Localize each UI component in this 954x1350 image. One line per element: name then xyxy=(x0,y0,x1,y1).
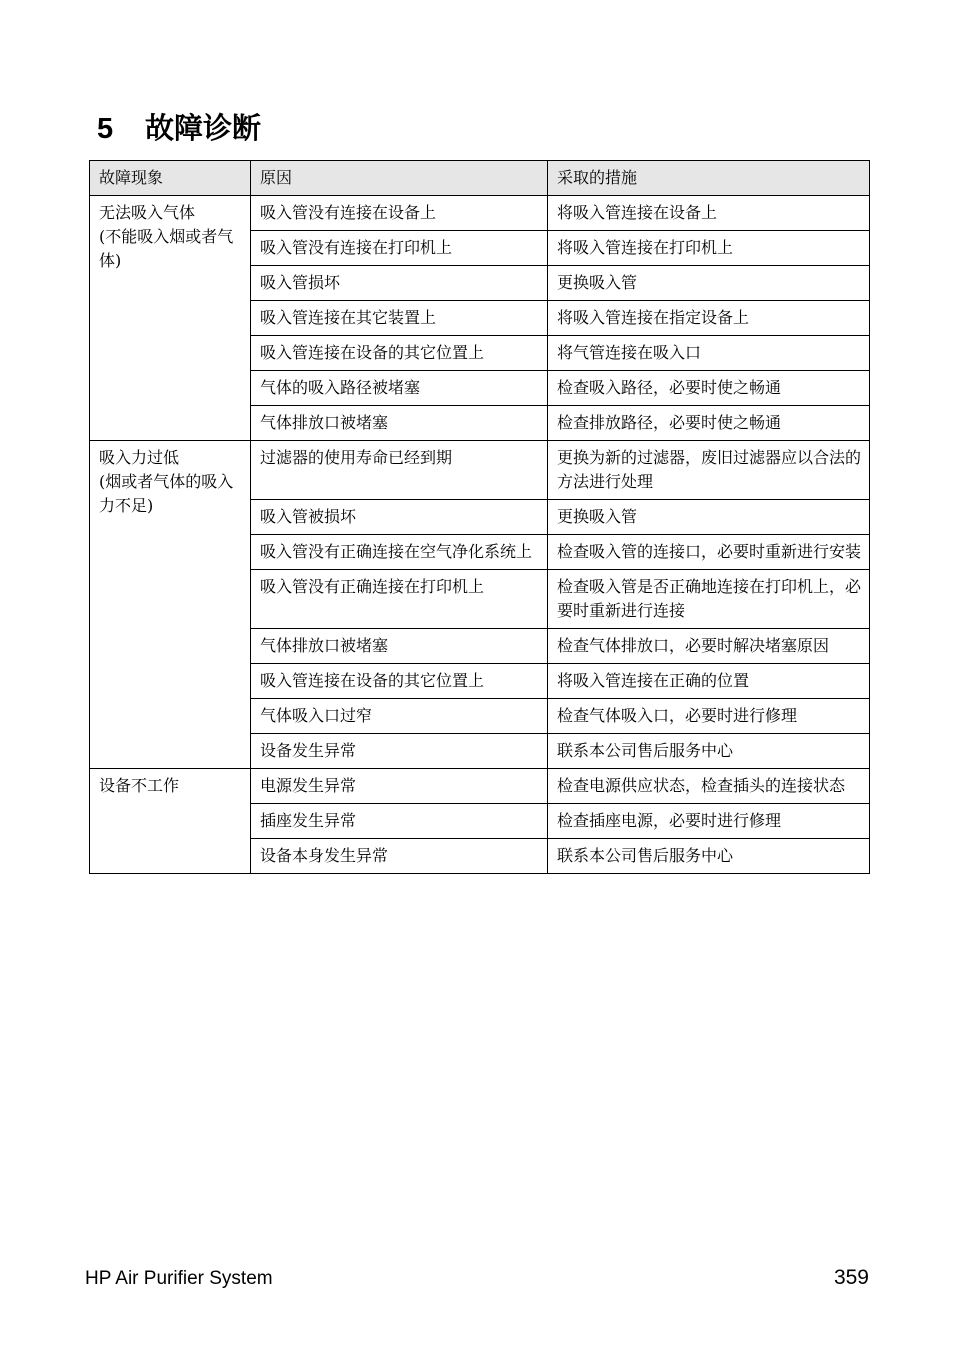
action-cell: 检查吸入路径，必要时使之畅通 xyxy=(548,371,870,406)
symptom-cell: 吸入力过低 (烟或者气体的吸入力不足) xyxy=(90,441,251,769)
column-header-cause: 原因 xyxy=(251,161,548,196)
action-cell: 检查吸入管的连接口，必要时重新进行安装 xyxy=(548,535,870,570)
cause-cell: 气体排放口被堵塞 xyxy=(251,629,548,664)
cause-cell: 吸入管损坏 xyxy=(251,266,548,301)
table-row xyxy=(90,196,870,231)
troubleshooting-table xyxy=(89,160,870,874)
cause-cell: 气体排放口被堵塞 xyxy=(251,406,548,441)
column-header-action: 采取的措施 xyxy=(548,161,870,196)
table-header-row xyxy=(90,161,870,196)
cause-cell: 过滤器的使用寿命已经到期 xyxy=(251,441,548,500)
section-number: 5 xyxy=(97,113,114,145)
table-row xyxy=(90,769,870,804)
action-cell: 更换为新的过滤器，废旧过滤器应以合法的方法进行处理 xyxy=(548,441,870,500)
action-cell: 检查气体吸入口，必要时进行修理 xyxy=(548,699,870,734)
action-cell: 检查吸入管是否正确地连接在打印机上，必要时重新进行连接 xyxy=(548,570,870,629)
action-cell: 将吸入管连接在正确的位置 xyxy=(548,664,870,699)
action-cell: 检查气体排放口，必要时解决堵塞原因 xyxy=(548,629,870,664)
footer-page-number: 359 xyxy=(833,1266,869,1289)
cause-cell: 气体的吸入路径被堵塞 xyxy=(251,371,548,406)
cause-cell: 吸入管没有正确连接在空气净化系统上 xyxy=(251,535,548,570)
action-cell: 检查排放路径，必要时使之畅通 xyxy=(548,406,870,441)
cause-cell: 吸入管被损坏 xyxy=(251,500,548,535)
action-cell: 将吸入管连接在打印机上 xyxy=(548,231,870,266)
action-cell: 将气管连接在吸入口 xyxy=(548,336,870,371)
cause-cell: 吸入管连接在设备的其它位置上 xyxy=(251,336,548,371)
action-cell: 更换吸入管 xyxy=(548,266,870,301)
cause-cell: 吸入管连接在其它装置上 xyxy=(251,301,548,336)
action-cell: 将吸入管连接在设备上 xyxy=(548,196,870,231)
table-row xyxy=(90,441,870,500)
action-cell: 检查电源供应状态，检查插头的连接状态 xyxy=(548,769,870,804)
cause-cell: 气体吸入口过窄 xyxy=(251,699,548,734)
footer-product-name: HP Air Purifier System xyxy=(85,1268,273,1289)
symptom-cell: 设备不工作 xyxy=(90,769,251,874)
column-header-symptom: 故障现象 xyxy=(90,161,251,196)
cause-cell: 吸入管没有正确连接在打印机上 xyxy=(251,570,548,629)
action-cell: 联系本公司售后服务中心 xyxy=(548,839,870,874)
cause-cell: 电源发生异常 xyxy=(251,769,548,804)
action-cell: 联系本公司售后服务中心 xyxy=(548,734,870,769)
action-cell: 检查插座电源，必要时进行修理 xyxy=(548,804,870,839)
action-cell: 将吸入管连接在指定设备上 xyxy=(548,301,870,336)
action-cell: 更换吸入管 xyxy=(548,500,870,535)
cause-cell: 插座发生异常 xyxy=(251,804,548,839)
cause-cell: 设备发生异常 xyxy=(251,734,548,769)
cause-cell: 设备本身发生异常 xyxy=(251,839,548,874)
section-title: 故障诊断 xyxy=(145,111,262,145)
cause-cell: 吸入管没有连接在打印机上 xyxy=(251,231,548,266)
cause-cell: 吸入管连接在设备的其它位置上 xyxy=(251,664,548,699)
cause-cell: 吸入管没有连接在设备上 xyxy=(251,196,548,231)
section-heading xyxy=(97,108,261,149)
symptom-cell: 无法吸入气体 (不能吸入烟或者气体) xyxy=(90,196,251,441)
